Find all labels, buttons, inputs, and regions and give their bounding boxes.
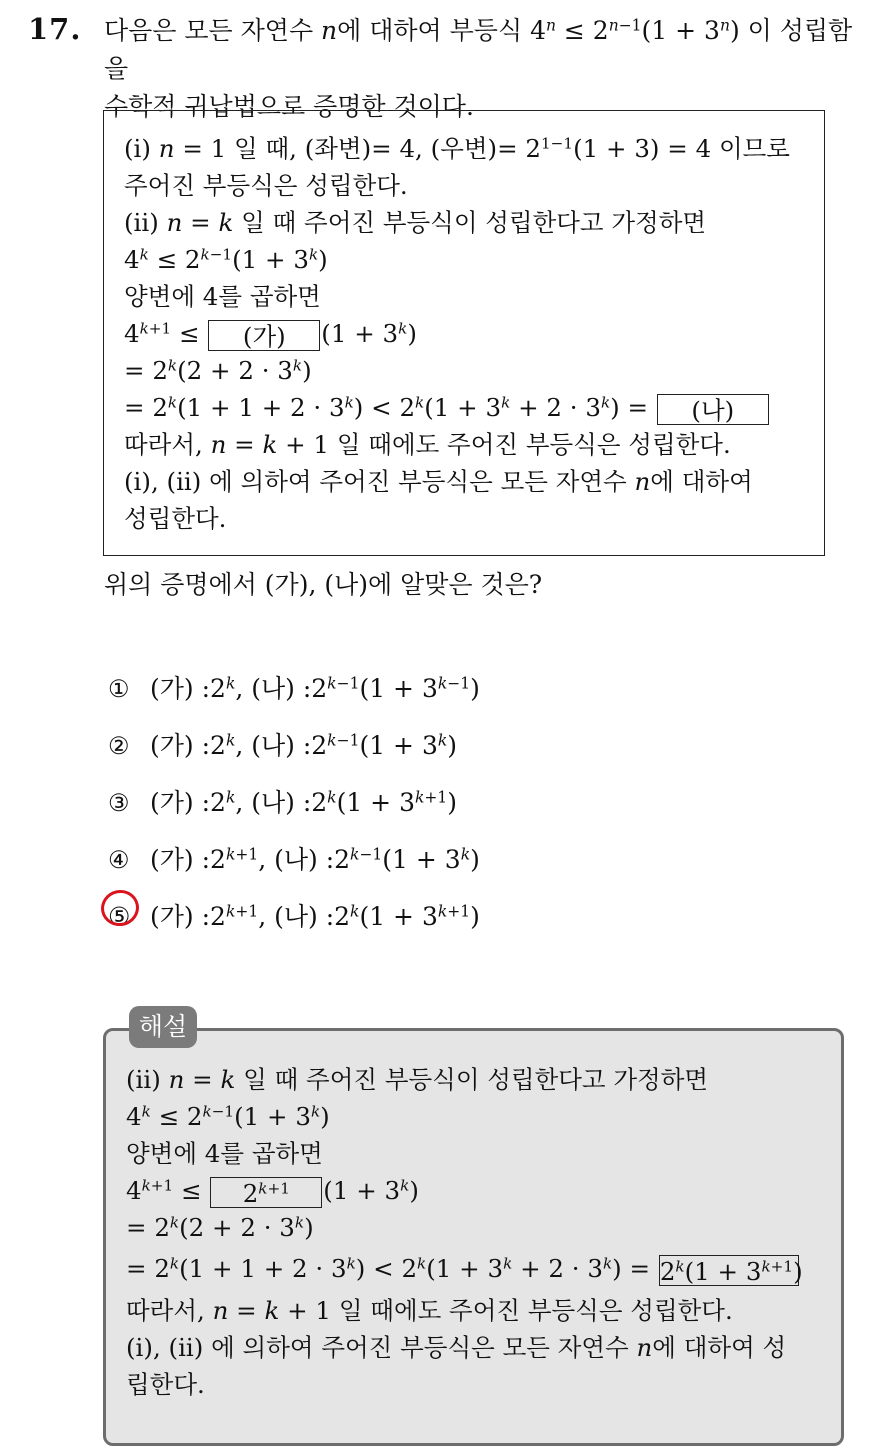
proof-line-3: (ii) n = k 일 때 주어진 부등식이 성립한다고 가정하면 [124, 208, 707, 237]
question-prompt: 위의 증명에서 (가), (나)에 알맞은 것은? [104, 570, 543, 599]
question-stem [104, 12, 874, 126]
stem-line-1: 다음은 모든 자연수 n에 대하여 부등식 $4^n \le 2^{n-1}(1 + 3^n)$ 이 성립함을 [104, 16, 853, 83]
exp-line-5: = $2^k(2 + 2 \cdot 3^k)$ [126, 1213, 314, 1242]
choice-number: ③ [108, 788, 130, 817]
choice-3[interactable]: ③ (가) : 2$^k$ , (나) : $2^k(1 + 3^{k+1})$ [108, 774, 480, 831]
proof-line-8: = $2^k(1 + 1 + 2 \cdot 3^k) < 2^k(1 + 3^k + 2 \cdot 3^k)$ = (나) [124, 389, 814, 426]
explanation-tag: 해설 [129, 1006, 197, 1048]
proof-content [124, 130, 814, 537]
exp-line-6: = $2^k(1 + 1 + 2 \cdot 3^k) < 2^k(1 + 3^k + 2 \cdot 3^k) = 2^k(1 + 3^{k+1})$ [126, 1254, 803, 1286]
proof-line-4: $4^k \le 2^{k-1}(1 + 3^k)$ [124, 245, 328, 274]
proof-line-6: $4^{k+1}$ ≤ (가) $(1 + 3^k)$ [124, 319, 417, 351]
stem-inequality: $4^n \le 2^{n-1}(1 + 3^n)$ [530, 16, 740, 45]
choice-5[interactable]: ⑤ (가) : $2^{k+1}$ , (나) : $2^k(1 + 3^{k+1})$ [108, 888, 480, 945]
choice-1[interactable]: ① (가) : 2$^k$ , (나) : $2^{k-1}(1 + 3^{k-1})$ [108, 660, 480, 717]
answer-ga-box: $2^{k+1}$ [210, 1177, 322, 1208]
exp-line-2: $4^k \le 2^{k-1}(1 + 3^k)$ [126, 1102, 330, 1131]
exp-line-4: $4^{k+1} \le 2^{k+1}$ $(1 + 3^k)$ [126, 1176, 419, 1208]
proof-line-2: 주어진 부등식은 성립한다. [124, 171, 408, 200]
exp-line-3: 양변에 4를 곱하면 [126, 1139, 323, 1168]
exp-line-8: (i), (ii) 에 의하여 주어진 부등식은 모든 자연수 n에 대하여 성 [126, 1333, 787, 1362]
proof-line-11: 성립한다. [124, 504, 227, 533]
choice-number: ② [108, 731, 130, 760]
question-number: 17. [28, 12, 82, 46]
proof-line-5: 양변에 4를 곱하면 [124, 282, 321, 311]
exp-line-1: (ii) n = k 일 때 주어진 부등식이 성립한다고 가정하면 [126, 1065, 709, 1094]
choice-number-selected: ⑤ [108, 894, 150, 940]
blank-ga-box: (가) [208, 320, 320, 351]
answer-na-box: $2^k(1 + 3^{k+1})$ [659, 1257, 803, 1286]
explanation-content [126, 1061, 838, 1403]
exp-line-7: 따라서, n = k + 1 일 때에도 주어진 부등식은 성립한다. [126, 1296, 733, 1325]
choice-4[interactable]: ④ (가) : $2^{k+1}$ , (나) : $2^{k-1}(1 + 3^k)$ [108, 831, 480, 888]
choice-number: ④ [108, 845, 130, 874]
proof-line-7: = $2^k(2 + 2 \cdot 3^k)$ [124, 356, 312, 385]
choice-list [108, 660, 480, 945]
proof-line-9: 따라서, n = k + 1 일 때에도 주어진 부등식은 성립한다. [124, 430, 731, 459]
answer-circle-mark [98, 886, 143, 929]
proof-line-1: (i) n = 1 일 때, (좌변)= 4, (우변)= $2^{1-1}(1 + 3) = 4$ 이므로 [124, 134, 790, 163]
choice-number: ① [108, 674, 130, 703]
exp-line-9: 립한다. [126, 1370, 205, 1399]
choice-2[interactable]: ② (가) : 2$^k$ , (나) : $2^{k-1}(1 + 3^k)$ [108, 717, 480, 774]
stem-line-2: 수학적 귀납법으로 증명한 것이다. [104, 92, 474, 121]
proof-line-10: (i), (ii) 에 의하여 주어진 부등식은 모든 자연수 n에 대하여 [124, 467, 753, 496]
blank-na-box: (나) [657, 394, 769, 425]
